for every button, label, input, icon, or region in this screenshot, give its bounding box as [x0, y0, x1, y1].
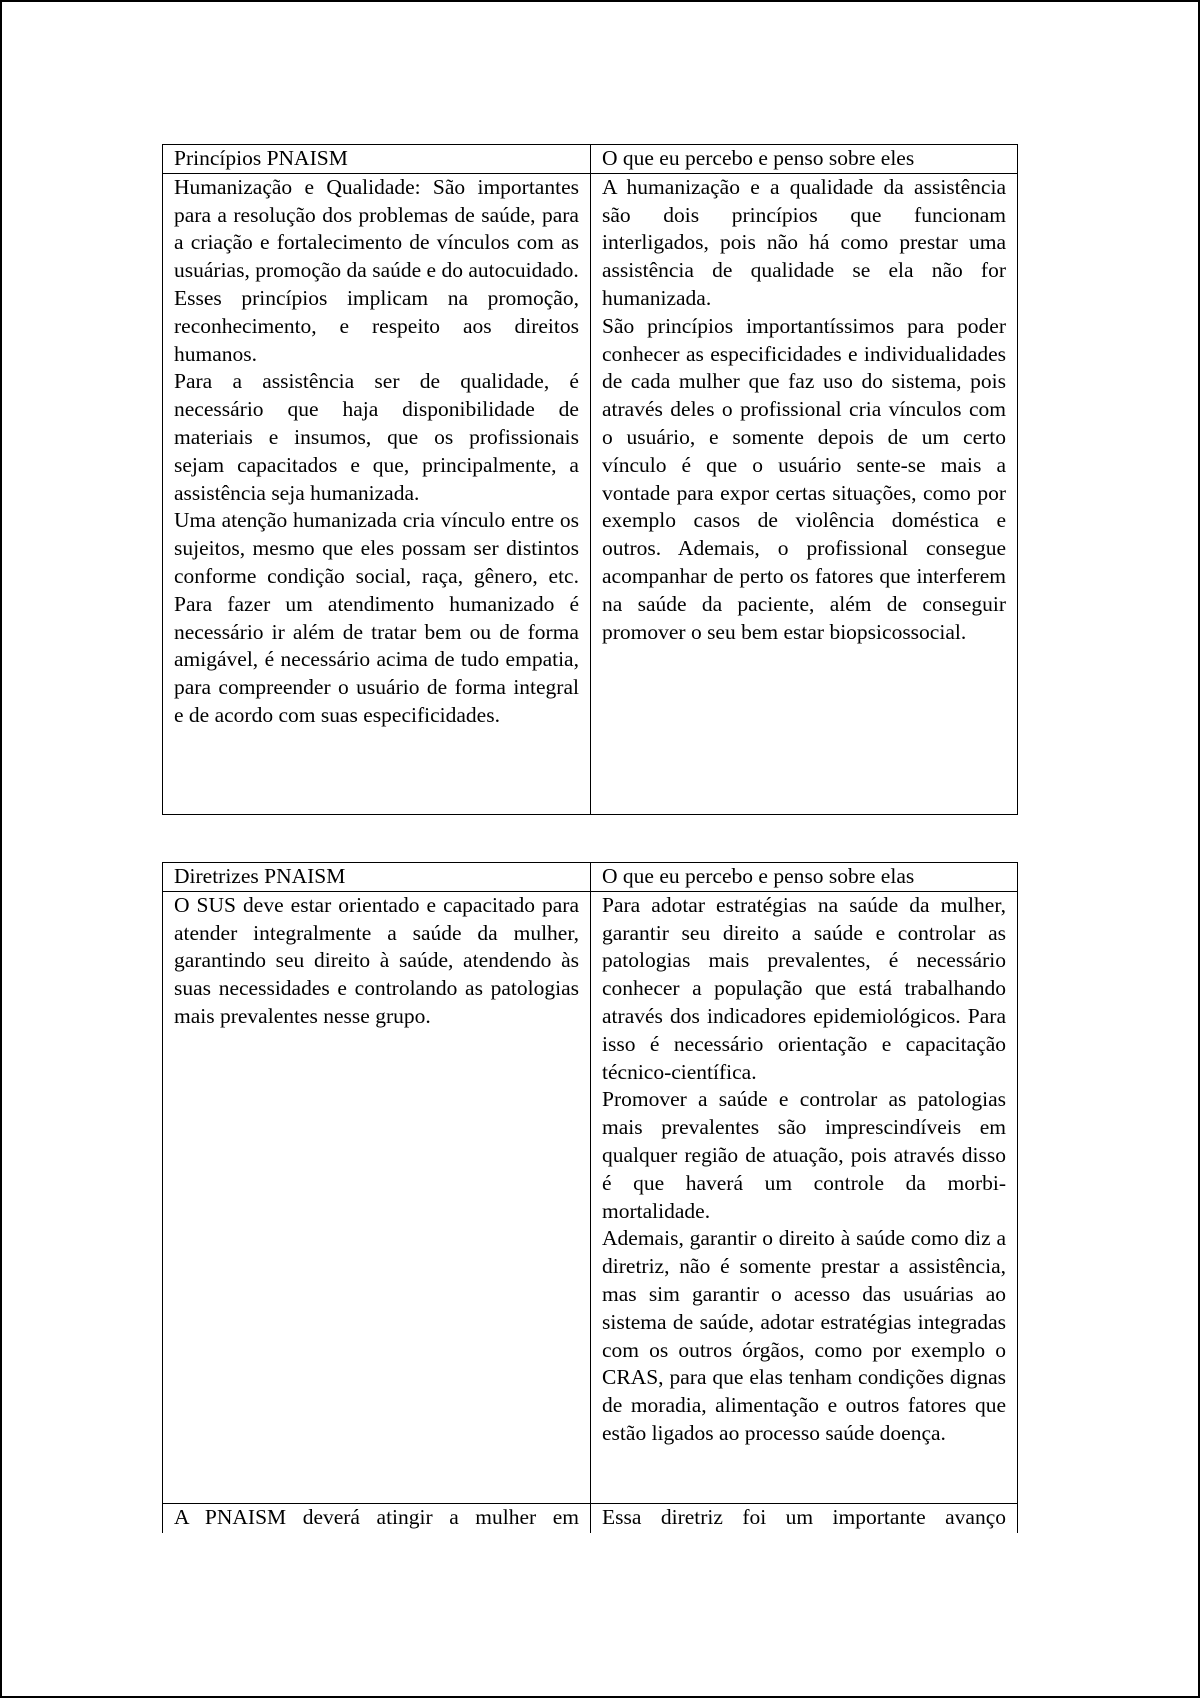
- header-perception: O que eu percebo e penso sobre elas: [591, 863, 1018, 892]
- guidelines-table: [162, 862, 1018, 1535]
- guidelines-cell: [163, 891, 591, 1503]
- paragraph: Esses princípios implicam na promoção, reconhecimento, e respeito aos direitos humanos.: [174, 285, 579, 366]
- paragraph: Para a assistência ser de qualidade, é necessário que haja disponibilidade de materiais e insumos, que os profissionais sejam capacitados e que, principalmente, a assistência seja humanizada.: [174, 369, 579, 505]
- perception-cell: [591, 891, 1018, 1503]
- paragraph: Ademais, garantir o direito à saúde como diz a diretriz, não é somente prestar a assistência, mas sim garantir o acesso das usuárias ao sistema de saúde, adotar estratégias integradas com os outros órgãos, como por exemplo o CRAS, para que elas tenham condições dignas de moradia, alimentação e outros fatores que estão ligados ao processo saúde doença.: [602, 1226, 1006, 1445]
- paragraph: Essa diretriz foi um importante avanço: [602, 1504, 1006, 1529]
- table-header-row: [163, 863, 1018, 892]
- paragraph: A PNAISM deverá atingir a mulher em: [174, 1504, 580, 1529]
- guidelines-cell: [163, 1503, 591, 1534]
- table-header-row: [163, 145, 1018, 174]
- header-guidelines: Diretrizes PNAISM: [163, 863, 591, 892]
- table-row: [163, 891, 1018, 1503]
- paragraph: A humanização e a qualidade da assistência são dois princípios que funcionam interligados, pois não há como prestar uma assistência de qualidade se ela não for humanizada.: [601, 174, 1006, 310]
- header-perception: O que eu percebo e penso sobre eles: [590, 145, 1017, 174]
- paragraph: Promover a saúde e controlar as patologias mais prevalentes são imprescindíveis em qualquer região de atuação, pois através disso é que haverá um controle da morbi-mortalidade.: [602, 1087, 1006, 1223]
- paragraph: São princípios importantíssimos para poder conhecer as especificidades e individualidades de cada mulher que faz uso do sistema, pois através deles o profissional cria vínculos com o usuário, e somente depois de um certo vínculo é que o usuário sente-se mais a vontade para expor certas situações, como por exemplo casos de violência doméstica e outros. Ademais, o profissional consegue acompanhar de perto os fatores que interferem na saúde da paciente, além de conseguir promover o seu bem estar biopsicossocial.: [601, 313, 1006, 644]
- paragraph: Para adotar estratégias na saúde da mulher, garantir seu direito a saúde e controlar as patologias mais prevalentes, é necessário conhecer a população que está trabalhando através dos indicadores epidemiológicos. Para isso é necessário orientação e capacitação técnico-científica.: [602, 892, 1006, 1084]
- table-row: [163, 173, 1018, 814]
- table-row: [163, 1503, 1018, 1534]
- paragraph: Humanização e Qualidade: São importantes para a resolução dos problemas de saúde, para a criação e fortalecimento de vínculos com as usuárias, promoção da saúde e do autocuidado.: [174, 174, 579, 283]
- paragraph: O SUS deve estar orientado e capacitado para atender integralmente a saúde da mulher, garantindo seu direito à saúde, atendendo às suas necessidades e controlando as patologias mais prevalentes nesse grupo.: [174, 892, 580, 1028]
- principles-table: [162, 144, 1018, 815]
- page-bottom-margin: [2, 1533, 1198, 1693]
- paragraph: Uma atenção humanizada cria vínculo entre os sujeitos, mesmo que eles possam ser distintos conforme condição social, raça, gênero, etc. Para fazer um atendimento humanizado é necessário ir além de tratar bem ou de forma amigável, é necessário acima de tudo empatia, para compreender o usuário de forma integral e de acordo com suas especificidades.: [174, 508, 579, 727]
- perception-cell: [591, 1503, 1018, 1534]
- header-principles: Princípios PNAISM: [163, 145, 591, 174]
- perception-cell: [590, 173, 1017, 814]
- principles-cell: [163, 173, 591, 814]
